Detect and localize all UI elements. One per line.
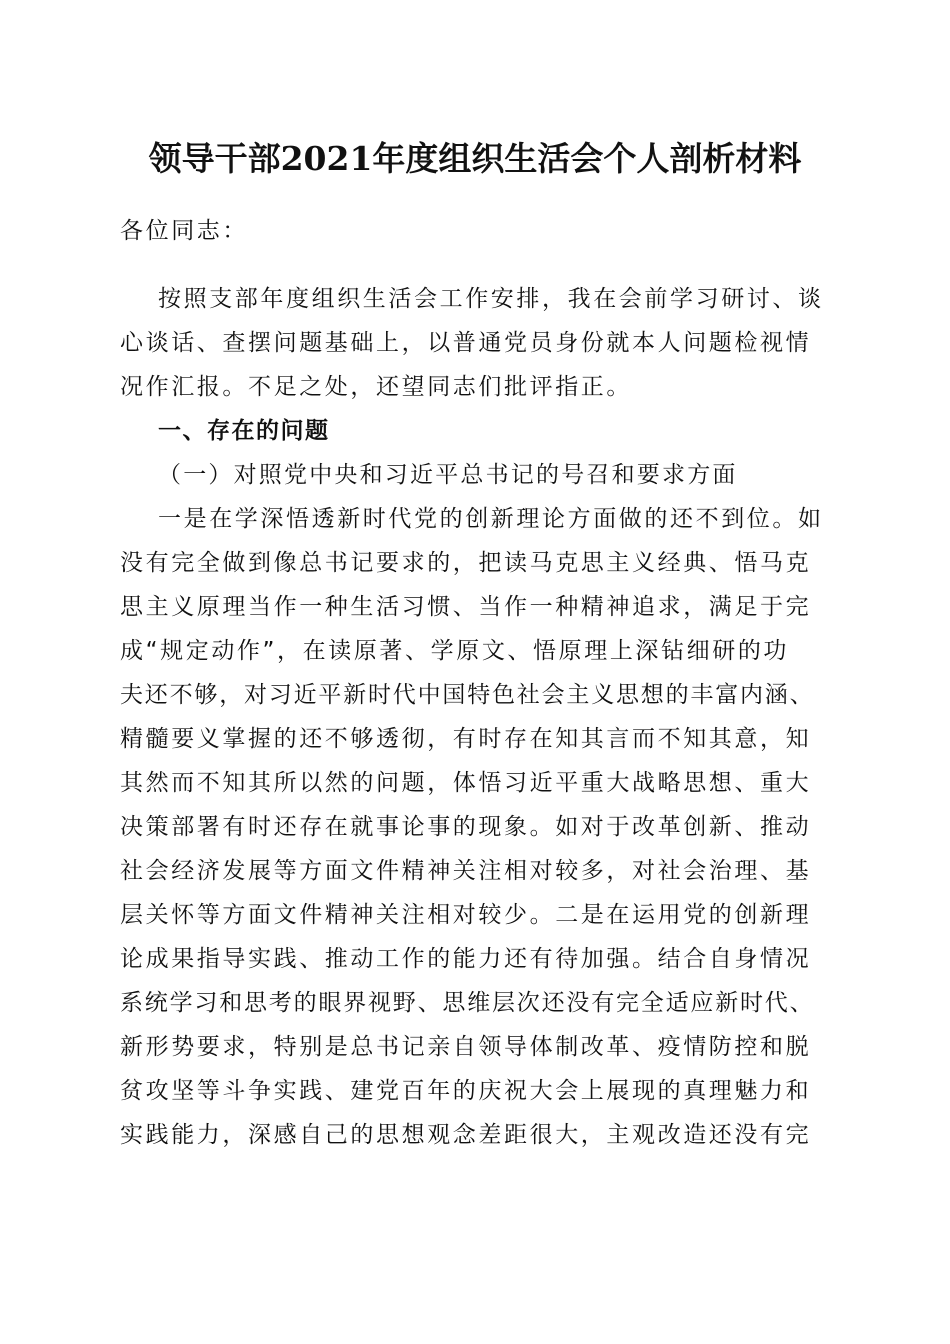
body-line: 论成果指导实践、推动工作的能力还有待加强。结合自身情况 [120,946,812,972]
intro-line: 按照支部年度组织生活会工作安排，我在会前学习研讨、谈 [158,286,824,312]
body-line: 贫攻坚等斗争实践、建党百年的庆祝大会上展现的真理魅力和 [120,1078,812,1104]
body-line: 层关怀等方面文件精神关注相对较少。二是在运用党的创新理 [120,902,812,928]
body-line: 成“规定动作”，在读原著、学原文、悟原理上深钻细研的功 [120,638,790,664]
subsection-heading: （一）对照党中央和习近平总书记的号召和要求方面 [158,462,738,488]
body-line: 系统学习和思考的眼界视野、思维层次还没有完全适应新时代、 [120,990,815,1016]
document-title: 领导干部2021年度组织生活会个人剖析材料 [148,139,802,178]
intro-line: 心谈话、查摆问题基础上，以普通党员身份就本人问题检视情 [120,330,812,356]
body-line: 其然而不知其所以然的问题，体悟习近平重大战略思想、重大 [120,770,812,796]
body-line: 实践能力，深感自己的思想观念差距很大，主观改造还没有完 [120,1122,812,1148]
section-heading: 一、存在的问题 [158,418,330,444]
body-line: 精髓要义掌握的还不够透彻，有时存在知其言而不知其意，知 [120,726,812,752]
body-line: 没有完全做到像总书记要求的，把读马克思主义经典、悟马克 [120,550,812,576]
body-line: 思主义原理当作一种生活习惯、当作一种精神追求，满足于完 [120,594,812,620]
body-line: 夫还不够，对习近平新时代中国特色社会主义思想的丰富内涵、 [120,682,815,708]
body-line: 新形势要求，特别是总书记亲自领导体制改革、疫情防控和脱 [120,1034,812,1060]
body-line: 社会经济发展等方面文件精神关注相对较多，对社会治理、基 [120,858,812,884]
greeting: 各位同志： [120,218,248,244]
body-line: 决策部署有时还存在就事论事的现象。如对于改革创新、推动 [120,814,812,840]
body-line: 一是在学深悟透新时代党的创新理论方面做的还不到位。如 [158,506,824,532]
intro-line: 况作汇报。不足之处，还望同志们批评指正。 [120,374,632,400]
